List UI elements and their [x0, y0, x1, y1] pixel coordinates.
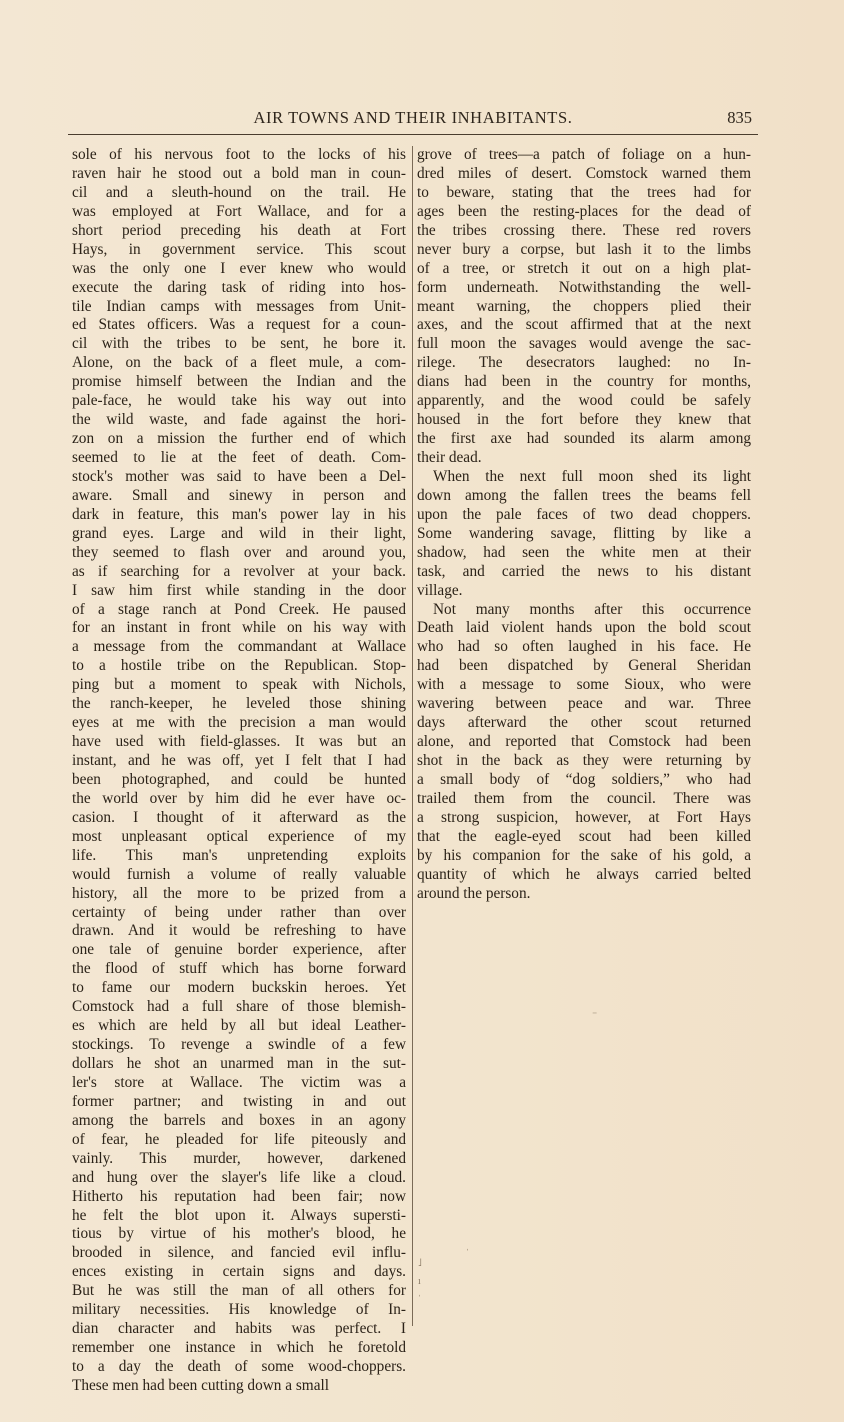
header-title: AIR TOWNS AND THEIR INHABITANTS.	[253, 108, 573, 127]
margin-mark: ˩	[418, 1258, 422, 1269]
right-column-line: ages been the resting-places for the dead of	[417, 202, 751, 220]
right-column-line: of a tree, or stretch it out on a high plat-	[417, 259, 751, 277]
right-column-line: the first axe had sounded its alarm among	[417, 430, 751, 448]
left-column	[72, 146, 406, 1396]
right-column-line: had been dispatched by General Sheridan	[417, 657, 751, 675]
right-column-line: grove of trees—a patch of foliage on a hun-	[417, 146, 751, 163]
left-column-line: execute the daring task of riding into hos-	[72, 278, 406, 296]
left-column-line: dian character and habits was perfect. I	[72, 1320, 406, 1338]
left-column-line: the world over by him did he ever have oc-	[72, 789, 406, 807]
right-column-line: dians had been in the country for months,	[417, 373, 751, 391]
left-column-line: Hitherto his reputation had been fair; now	[72, 1187, 406, 1205]
left-column-line: ler's store at Wallace. The victim was a	[72, 1073, 406, 1091]
right-column-line: a small body of “dog soldiers,” who had	[417, 770, 751, 788]
right-column-line: dred miles of desert. Comstock warned them	[417, 164, 751, 182]
left-column-line: of a stage ranch at Pond Creek. He paused	[72, 600, 406, 618]
left-column-line: was the only one I ever knew who would	[72, 259, 406, 277]
left-column-line: cil and a sleuth-hound on the trail. He	[72, 183, 406, 201]
left-column-line: for an instant in front while on his way with	[72, 619, 406, 637]
left-column-line: zon on a mission the further end of which	[72, 430, 406, 448]
left-column-line: seemed to lie at the feet of death. Com-	[72, 449, 406, 466]
left-column-line: vainly. This murder, however, darkened	[72, 1149, 406, 1167]
right-column-line: who had so often laughed in his face. He	[417, 638, 751, 656]
right-column-line: alone, and reported that Comstock had been	[417, 733, 751, 751]
right-column-line: rilege. The desecrators laughed: no In-	[417, 354, 751, 372]
left-column-line: I saw him first while standing in the door	[72, 581, 406, 599]
right-column-line: full moon the savages would avenge the sac-	[417, 335, 751, 353]
right-column-line: village.	[417, 581, 463, 599]
left-column-line: of fear, he pleaded for life piteously and	[72, 1130, 406, 1148]
left-column-line: history, all the more to be prized from a	[72, 884, 406, 902]
left-column-line: stock's mother was said to have been a Del-	[72, 467, 406, 485]
left-column-line: Alone, on the back of a fleet mule, a com-	[72, 354, 406, 372]
header-rule	[68, 134, 758, 135]
right-column-line: shot in the back as they were returning by	[417, 752, 751, 769]
right-column-line: trailed them from the council. There was	[417, 789, 751, 807]
left-column-line: been photographed, and could be hunted	[72, 770, 406, 788]
left-column-line: But he was still the man of all others for	[72, 1282, 406, 1300]
left-column-line: they seemed to flash over and around you,	[72, 543, 406, 561]
left-column-line: most unpleasant optical experience of my	[72, 827, 406, 845]
right-column-line: When the next full moon shed its light	[433, 467, 751, 485]
left-column-line: sole of his nervous foot to the locks of his	[72, 146, 406, 163]
left-column-line: as if searching for a revolver at your back.	[72, 562, 406, 580]
left-column-line: to a hostile tribe on the Republican. Stop-	[72, 657, 406, 675]
left-column-line: raven hair he stood out a bold man in coun-	[72, 164, 406, 182]
right-column-line: wavering between peace and war. Three	[417, 695, 751, 713]
left-column-line: the flood of stuff which has borne forward	[72, 960, 406, 978]
right-column-line: axes, and the scout affirmed that at the next	[417, 316, 751, 334]
margin-mark: ˈ	[418, 1294, 422, 1305]
right-column-line: that the eagle-eyed scout had been killed	[417, 827, 751, 845]
left-column-line: dark in feature, this man's power lay in his	[72, 505, 406, 523]
right-column-line: with a message to some Sioux, who were	[417, 676, 751, 694]
left-column-line: former partner; and twisting in and out	[72, 1092, 406, 1110]
right-column-line: around the person.	[417, 884, 531, 902]
right-column-line: to beware, stating that the trees had for	[417, 183, 751, 201]
right-column-line: housed in the fort before they knew that	[417, 411, 751, 429]
left-column-line: dollars he shot an unarmed man in the sut-	[72, 1055, 406, 1072]
left-column-line: ed States officers. Was a request for a coun-	[72, 316, 406, 334]
right-column-line: Not many months after this occurrence	[433, 600, 751, 618]
left-column-line: the ranch-keeper, he leveled those shining	[72, 695, 406, 713]
right-column-line: upon the pale faces of two dead choppers.	[417, 505, 751, 523]
left-column-line: certainty of being under rather than over	[72, 903, 406, 921]
right-column-line: Death laid violent hands upon the bold scout	[417, 619, 751, 637]
right-column-line: Some wandering savage, flitting by like a	[417, 524, 751, 542]
left-column-line: ping but a moment to speak with Nichols,	[72, 676, 406, 694]
left-column-line: instant, and he was off, yet I felt that I had	[72, 752, 406, 769]
left-column-line: one tale of genuine border experience, after	[72, 941, 406, 959]
left-column-line: short period preceding his death at Fort	[72, 221, 406, 239]
page-number: 835	[727, 108, 752, 127]
left-column-line: brooded in silence, and fancied evil influ-	[72, 1244, 406, 1262]
left-column-line: grand eyes. Large and wild in their light,	[72, 524, 406, 542]
left-column-line: the wild waste, and fade against the hori-	[72, 411, 406, 429]
left-column-line: Comstock had a full share of those blemish-	[72, 998, 406, 1016]
left-column-line: drawn. And it would be refreshing to have	[72, 922, 406, 940]
right-column-line: shadow, had seen the white men at their	[417, 543, 751, 561]
right-column-line: never bury a corpse, but lash it to the limbs	[417, 240, 751, 258]
left-column-line: Hays, in government service. This scout	[72, 240, 406, 258]
paper-speck: ˌ	[466, 1240, 470, 1251]
margin-mark: ı	[418, 1276, 421, 1287]
right-column-line: the tribes crossing there. These red rovers	[417, 221, 751, 239]
right-column-line: down among the fallen trees the beams fell	[417, 486, 751, 504]
left-column-line: aware. Small and sinewy in person and	[72, 486, 406, 504]
right-column-line: by his companion for the sake of his gold, a	[417, 846, 751, 864]
left-column-line: and hung over the slayer's life like a cloud.	[72, 1168, 406, 1186]
right-column-line: apparently, and the wood could be safely	[417, 392, 751, 410]
left-column-line: cil with the tribes to be sent, he bore it.	[72, 335, 406, 353]
paper-speck: ⁻	[592, 1010, 598, 1021]
left-column-line: tile Indian camps with messages from Unit-	[72, 297, 406, 315]
right-column-line: days afterward the other scout returned	[417, 714, 751, 732]
left-column-line: ences existing in certain signs and days.	[72, 1263, 406, 1281]
left-column-line: tious by virtue of his mother's blood, he	[72, 1225, 406, 1243]
column-divider	[412, 146, 413, 1326]
right-column	[417, 146, 751, 904]
running-header	[68, 106, 758, 134]
right-column-line: form underneath. Notwithstanding the well-	[417, 278, 751, 296]
left-column-line: promise himself between the Indian and the	[72, 373, 406, 391]
left-column-line: es which are held by all but ideal Leather-	[72, 1017, 406, 1035]
left-column-line: eyes at me with the precision a man would	[72, 714, 406, 732]
left-column-line: casion. I thought of it afterward as the	[72, 808, 406, 826]
right-column-line: their dead.	[417, 449, 482, 466]
right-column-line: meant warning, the choppers plied their	[417, 297, 751, 315]
left-column-line: to fame our modern buckskin heroes. Yet	[72, 979, 406, 997]
left-column-line: military necessities. His knowledge of In-	[72, 1301, 406, 1319]
left-column-line: remember one instance in which he foretold	[72, 1339, 406, 1357]
left-column-line: a message from the commandant at Wallace	[72, 638, 406, 656]
left-column-line: These men had been cutting down a small	[72, 1376, 329, 1394]
left-column-line: was employed at Fort Wallace, and for a	[72, 202, 406, 220]
left-column-line: he felt the blot upon it. Always supersti-	[72, 1206, 406, 1224]
left-column-line: to a day the death of some wood-choppers.	[72, 1358, 406, 1375]
left-column-line: have used with field-glasses. It was but an	[72, 733, 406, 751]
left-column-line: among the barrels and boxes in an agony	[72, 1111, 406, 1129]
left-column-line: pale-face, he would take his way out into	[72, 392, 406, 410]
right-column-line: quantity of which he always carried belted	[417, 865, 751, 883]
left-column-line: would furnish a volume of really valuable	[72, 865, 406, 883]
right-column-line: task, and carried the news to his distant	[417, 562, 751, 580]
left-column-line: stockings. To revenge a swindle of a few	[72, 1036, 406, 1054]
right-column-line: a strong suspicion, however, at Fort Hays	[417, 808, 751, 826]
left-column-line: life. This man's unpretending exploits	[72, 846, 406, 864]
